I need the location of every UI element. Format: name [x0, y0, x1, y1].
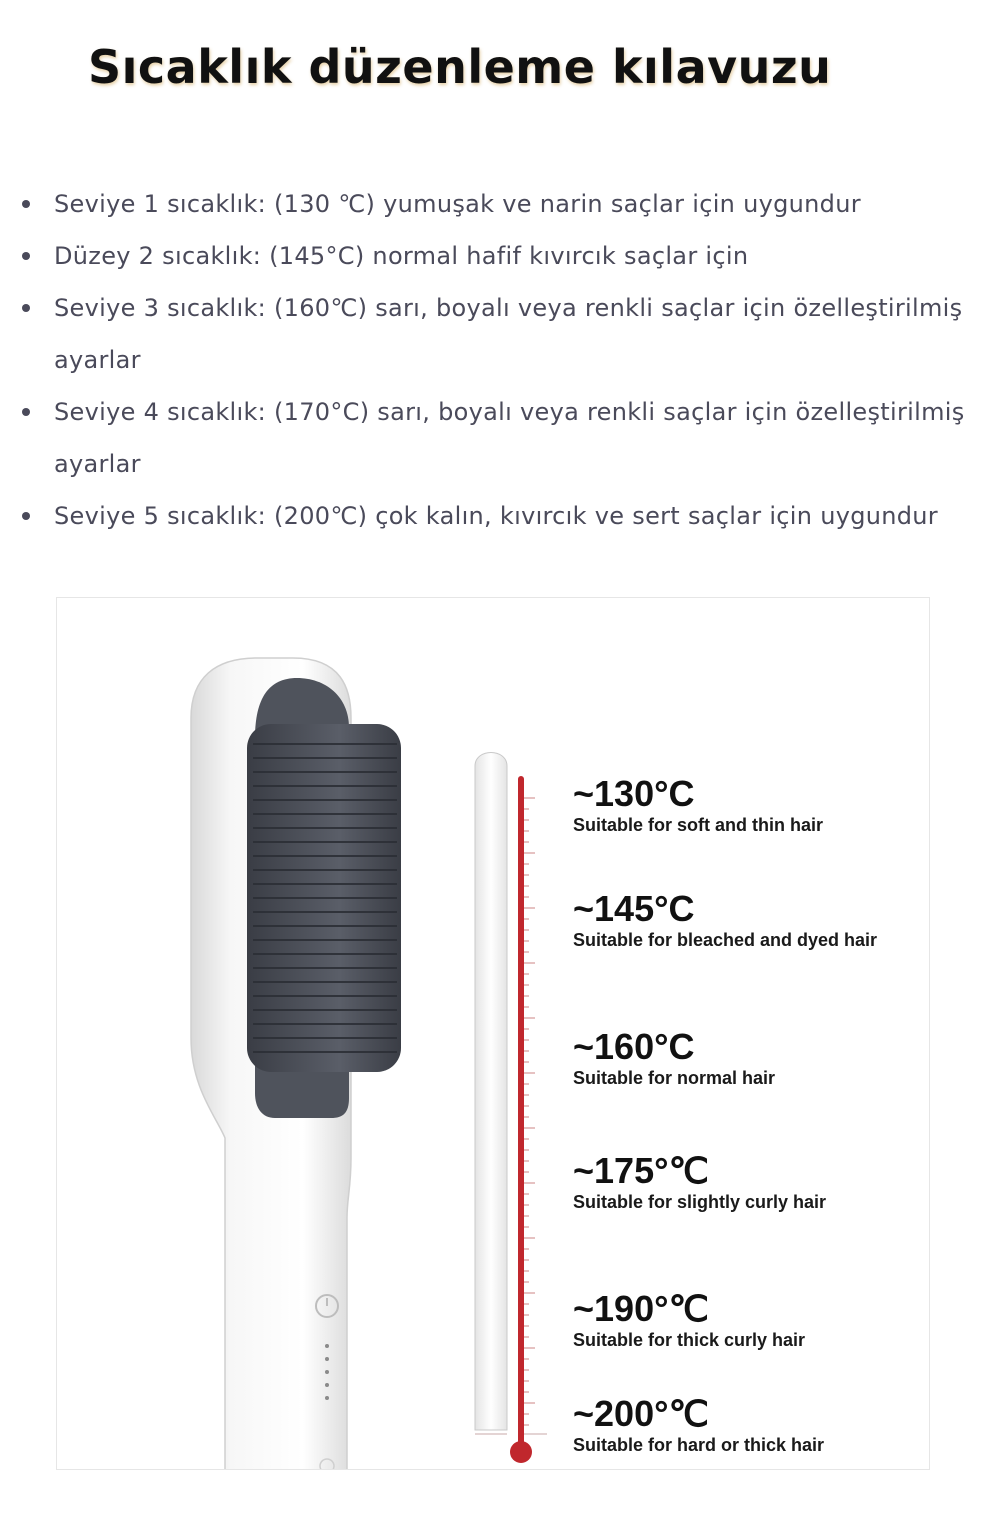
temperature-description: Suitable for hard or thick hair: [573, 1435, 825, 1455]
temperature-guide-list: [20, 178, 980, 542]
temperature-value: ~145°C: [573, 888, 695, 929]
bullet-icon: [22, 200, 30, 208]
bullet-icon: [22, 304, 30, 312]
page-title: Sıcaklık düzenleme kılavuzu: [88, 40, 832, 94]
guide-item-text: Seviye 1 sıcaklık: (130 ℃) yumuşak ve narin saçlar için uygundur: [54, 190, 861, 218]
guide-item-text: Seviye 3 sıcaklık: (160℃) sarı, boyalı veya renkli saçlar için özelleştirilmiş ayarlar: [54, 294, 963, 374]
temperature-level-5: [573, 1289, 805, 1351]
temperature-value: ~160°C: [573, 1026, 695, 1067]
temperature-value: ~175°℃: [573, 1150, 709, 1191]
temperature-description: Suitable for bleached and dyed hair: [573, 930, 878, 950]
bullet-icon: [22, 252, 30, 260]
temperature-level-4: [573, 1151, 826, 1213]
temperature-level-6: [573, 1394, 824, 1456]
temperature-value: ~130°C: [573, 773, 695, 814]
temperature-description: Suitable for soft and thin hair: [573, 815, 824, 835]
guide-item-level-2: [20, 230, 980, 282]
bullet-icon: [22, 408, 30, 416]
hair-straightener-brush: [191, 658, 401, 1470]
guide-item-text: Seviye 4 sıcaklık: (170°C) sarı, boyalı veya renkli saçlar için özelleştirilmiş ayarlar: [54, 398, 965, 478]
temperature-value: ~190°℃: [573, 1288, 709, 1329]
guide-item-level-1: [20, 178, 980, 230]
temperature-level-3: [573, 1027, 775, 1089]
guide-item-level-5: [20, 490, 980, 542]
bullet-icon: [22, 512, 30, 520]
temperature-description: Suitable for normal hair: [573, 1068, 776, 1088]
guide-item-level-3: [20, 282, 980, 386]
temperature-description: Suitable for thick curly hair: [573, 1330, 806, 1350]
product-image: [56, 597, 930, 1470]
mercury-column: [518, 776, 524, 1454]
guide-item-text: Düzey 2 sıcaklık: (145°C) normal hafif kıvırcık saçlar için: [54, 242, 749, 270]
temperature-level-1: [573, 774, 823, 836]
thermometer-icon: [475, 753, 547, 1464]
temperature-description: Suitable for slightly curly hair: [573, 1192, 827, 1212]
mercury-bulb: [510, 1441, 532, 1463]
guide-item-level-4: [20, 386, 980, 490]
temperature-level-2: [573, 889, 877, 951]
guide-item-text: Seviye 5 sıcaklık: (200℃) çok kalın, kıvırcık ve sert saçlar için uygundur: [54, 502, 938, 530]
temperature-value: ~200°℃: [573, 1393, 709, 1434]
